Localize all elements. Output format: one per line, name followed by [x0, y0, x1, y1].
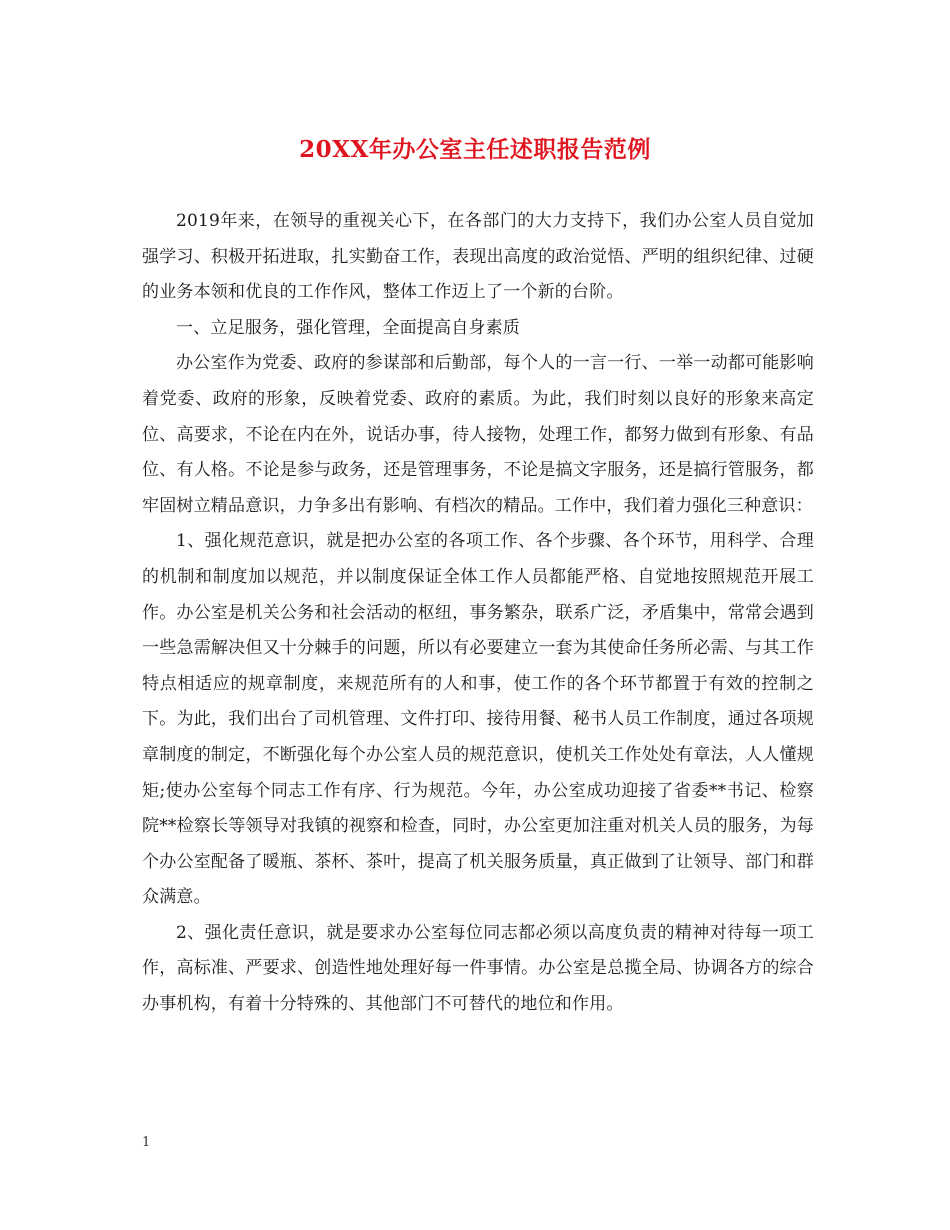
- paragraph-intro: 2019年来，在领导的重视关心下，在各部门的大力支持下，我们办公室人员自觉加强学习、积极开拓进取，扎实勤奋工作，表现出高度的政治觉悟、严明的组织纪律、过硬的业务本领和优良的工作作风，整体工作迈上了一个新的台阶。: [142, 211, 814, 303]
- section-heading-1: 一、立足服务，强化管理，全面提高自身素质: [176, 317, 520, 338]
- paragraph-office-role: 办公室作为党委、政府的参谋部和后勤部，每个人的一言一行、一举一动都可能影响着党委、政府的形象，反映着党委、政府的素质。为此，我们时刻以良好的形象来高定位、高要求，不论在内在外，说话办事，待人接物，处理工作，都努力做到有形象、有品位、有人格。不论是参与政务，还是管理事务，不论是搞文字服务，还是搞行管服务，都牢固树立精品意识，力争多出有影响、有档次的精品。工作中，我们着力强化三种意识：: [142, 353, 814, 516]
- page-number: 1: [142, 1135, 151, 1150]
- document-body: [142, 204, 814, 1023]
- document-title: 20XX年办公室主任述职报告范例: [299, 136, 651, 163]
- paragraph-norms-awareness: 1、强化规范意识，就是把办公室的各项工作、各个步骤、各个环节，用科学、合理的机制和制度加以规范，并以制度保证全体工作人员都能严格、自觉地按照规范开展工作。办公室是机关公务和社会活动的枢纽，事务繁杂，联系广泛，矛盾集中，常常会遇到一些急需解决但又十分棘手的问题，所以有必要建立一套为其使命任务所必需、与其工作特点相适应的规章制度，来规范所有的人和事，使工作的各个环节都置于有效的控制之下。为此，我们出台了司机管理、文件打印、接待用餐、秘书人员工作制度，通过各项规章制度的制定，不断强化每个办公室人员的规范意识，使机关工作处处有章法，人人懂规矩;使办公室每个同志工作有序、行为规范。今年，办公室成功迎接了省委**书记、检察院**检察长等领导对我镇的视察和检查，同时，办公室更加注重对机关人员的服务，为每个办公室配备了暖瓶、茶杯、茶叶，提高了机关服务质量，真正做到了让领导、部门和群众满意。: [142, 531, 814, 908]
- paragraph-responsibility-awareness: 2、强化责任意识，就是要求办公室每位同志都必须以高度负责的精神对待每一项工作，高标准、严要求、创造性地处理好每一件事情。办公室是总揽全局、协调各方的综合办事机构，有着十分特殊的、其他部门不可替代的地位和作用。: [142, 922, 814, 1015]
